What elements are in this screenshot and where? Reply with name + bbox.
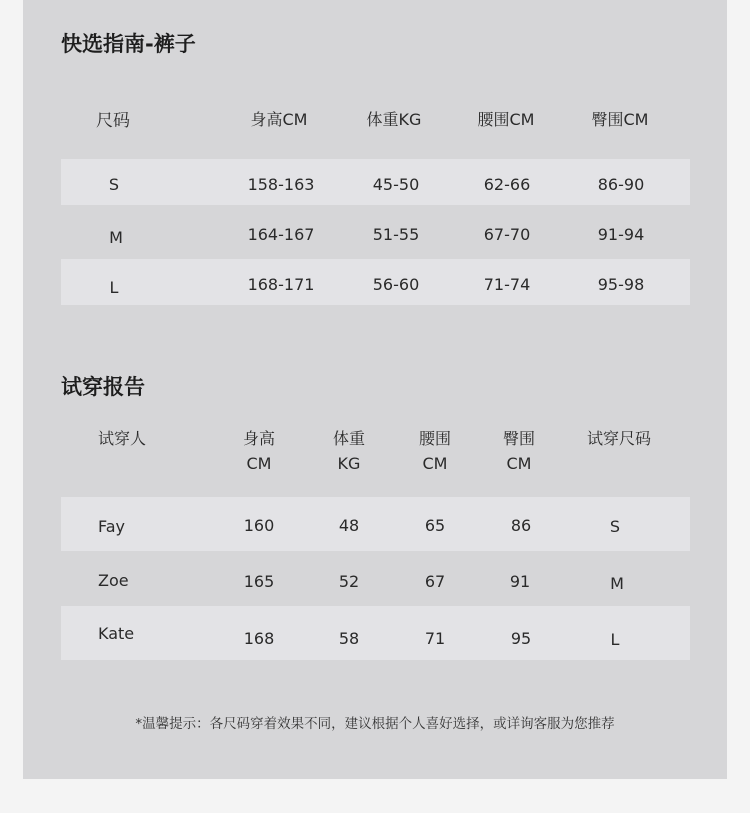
size-guide-title: 快选指南-裤子	[61, 32, 196, 56]
page-bottom-margin	[0, 779, 750, 813]
hip-cell: 91	[509, 572, 531, 591]
header-tester: 试穿人	[98, 429, 147, 448]
header-weight: 体重KG	[366, 110, 422, 129]
height-cell: 158-163	[247, 175, 315, 194]
waist-cell: 62-66	[483, 175, 531, 194]
height-cell: 160	[243, 516, 275, 535]
weight-cell: 45-50	[372, 175, 420, 194]
weight-cell: 56-60	[372, 275, 420, 294]
header-tried-size: 试穿尺码	[586, 429, 652, 448]
header-waist: 腰围 CM	[418, 429, 452, 473]
waist-cell: 67-70	[483, 225, 531, 244]
weight-cell: 52	[338, 572, 360, 591]
hip-cell: 86-90	[597, 175, 645, 194]
tried-size-cell: L	[610, 630, 620, 649]
hip-cell: 91-94	[597, 225, 645, 244]
hip-cell: 86	[510, 516, 532, 535]
size-cell: S	[108, 175, 120, 194]
fit-row-band-fay	[61, 497, 690, 551]
waist-cell: 71	[424, 629, 446, 648]
height-cell: 165	[243, 572, 275, 591]
waist-cell: 71-74	[483, 275, 531, 294]
size-cell: L	[109, 278, 119, 297]
header-waist: 腰围CM	[477, 110, 535, 129]
weight-cell: 51-55	[372, 225, 420, 244]
header-hip: 臀围CM	[591, 110, 649, 129]
tried-size-cell: S	[609, 517, 621, 536]
hip-cell: 95-98	[597, 275, 645, 294]
header-size: 尺码	[96, 111, 130, 131]
fit-row-band-kate	[61, 606, 690, 660]
waist-cell: 67	[424, 572, 446, 591]
tester-cell: Kate	[98, 624, 135, 643]
header-height: 身高 CM	[242, 429, 276, 473]
header-weight: 体重 KG	[332, 429, 366, 473]
height-cell: 164-167	[247, 225, 315, 244]
tip-note: *温馨提示：各尺码穿着效果不同，建议根据个人喜好选择，或详询客服为您推荐	[135, 716, 615, 732]
fit-report-title: 试穿报告	[61, 375, 145, 399]
height-cell: 168-171	[247, 275, 315, 294]
header-hip: 臀围 CM	[502, 429, 536, 473]
tester-cell: Zoe	[98, 571, 129, 590]
header-height: 身高CM	[250, 110, 308, 129]
weight-cell: 48	[338, 516, 360, 535]
size-cell: M	[109, 228, 123, 247]
height-cell: 168	[243, 629, 275, 648]
waist-cell: 65	[424, 516, 446, 535]
weight-cell: 58	[338, 629, 360, 648]
hip-cell: 95	[510, 629, 532, 648]
tester-cell: Fay	[98, 517, 126, 536]
tried-size-cell: M	[610, 574, 624, 593]
